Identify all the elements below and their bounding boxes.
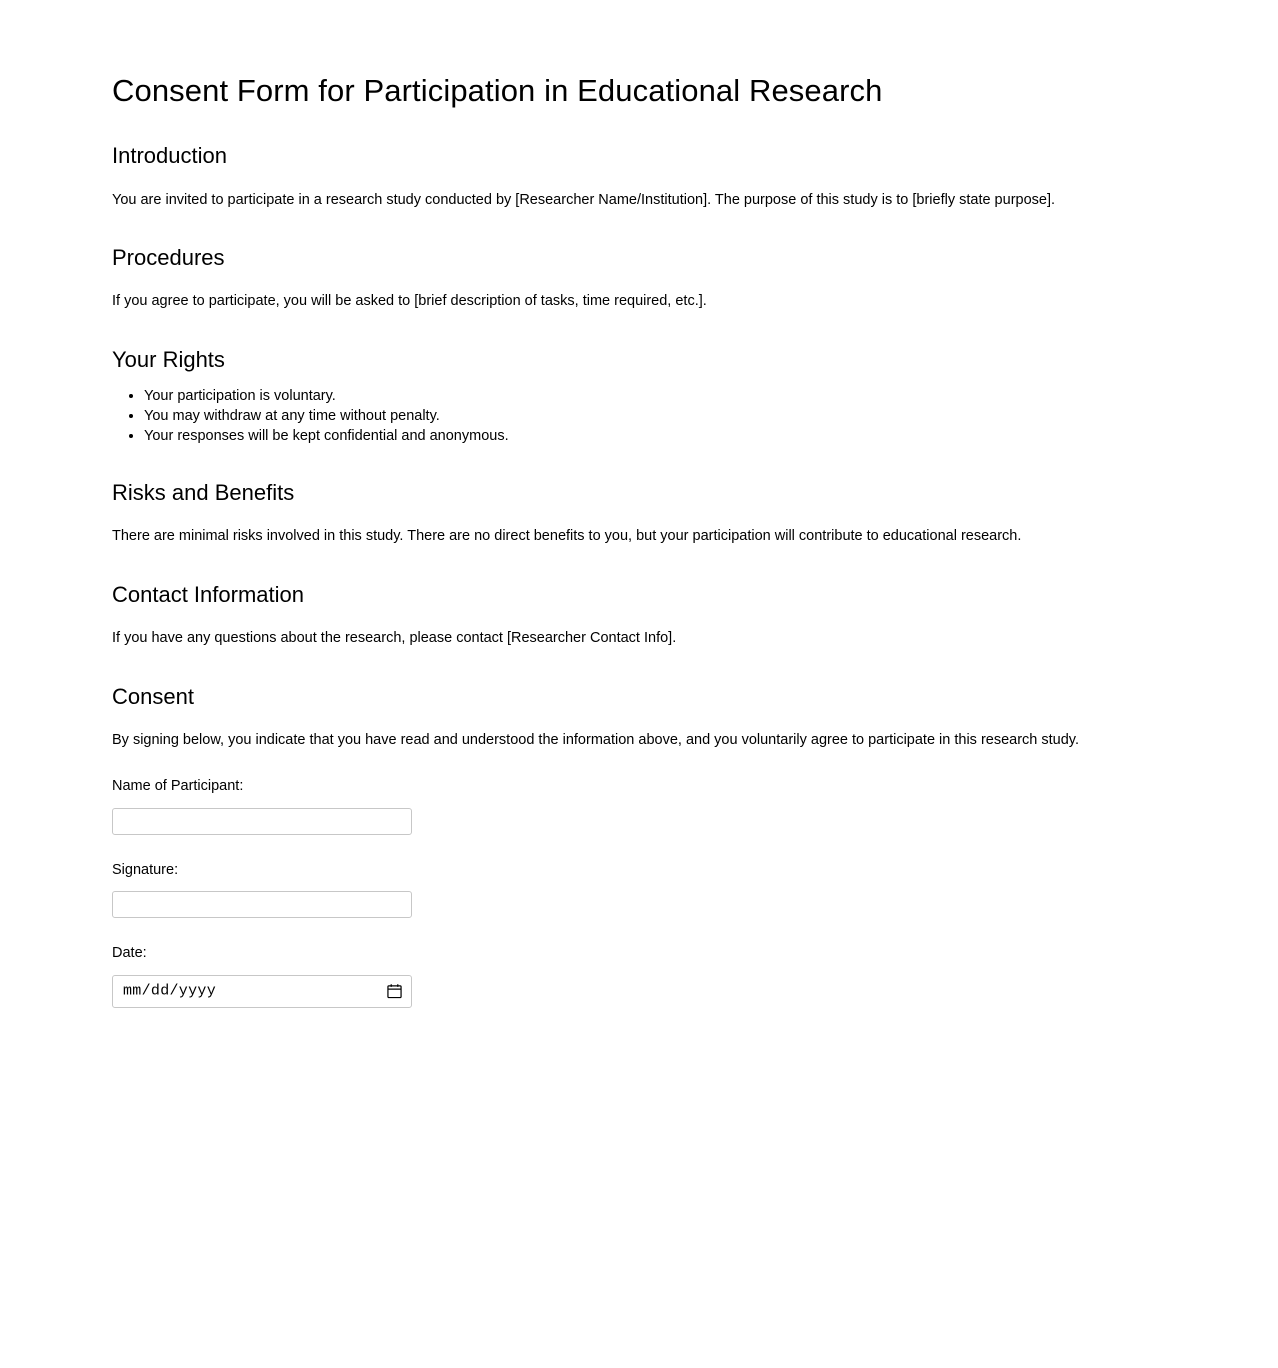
section-text-contact-information: If you have any questions about the research, please contact [Researcher Contact Info]. <box>112 630 677 647</box>
section-heading-risks-and-benefits: Risks and Benefits <box>112 479 295 505</box>
list-item: • Your participation is voluntary. <box>144 387 1166 406</box>
signature-input[interactable] <box>112 891 412 918</box>
signature-label: Signature: <box>112 861 179 878</box>
list-item: • Your responses will be kept confidential and anonymous. <box>144 427 1166 446</box>
section-heading-procedures: Procedures <box>112 245 225 271</box>
section-heading-consent: Consent <box>112 683 194 709</box>
section-heading-introduction: Introduction <box>112 143 227 169</box>
participant-name-input[interactable] <box>112 808 412 835</box>
page-bottom-spacer <box>112 1008 1166 1368</box>
section-heading-contact-information: Contact Information <box>112 581 304 607</box>
section-text-risks-and-benefits: There are minimal risks involved in this study. There are no direct benefits to you, but your participation will contribute to educational research. <box>112 528 1022 545</box>
section-text-introduction: You are invited to participate in a research study conducted by [Researcher Name/Institution]. The purpose of this study is to [briefly state purpose]. <box>112 191 1056 208</box>
date-label: Date: <box>112 945 147 962</box>
rights-list <box>112 387 1166 446</box>
section-text-consent: By signing below, you indicate that you have read and understood the information above, and you voluntarily agree to participate in this research study. <box>112 731 1079 748</box>
date-input[interactable] <box>112 975 412 1008</box>
section-text-procedures: If you agree to participate, you will be asked to [brief description of tasks, time required, etc.]. <box>112 293 707 310</box>
page-title: Consent Form for Participation in Educational Research <box>112 73 883 108</box>
section-heading-your-rights: Your Rights <box>112 346 225 372</box>
participant-name-label: Name of Participant: <box>112 778 244 795</box>
date-placeholder-text: mm/dd/yyyy <box>123 982 217 1000</box>
date-field-wrapper[interactable] <box>112 975 412 1008</box>
list-item: • You may withdraw at any time without penalty. <box>144 407 1166 426</box>
